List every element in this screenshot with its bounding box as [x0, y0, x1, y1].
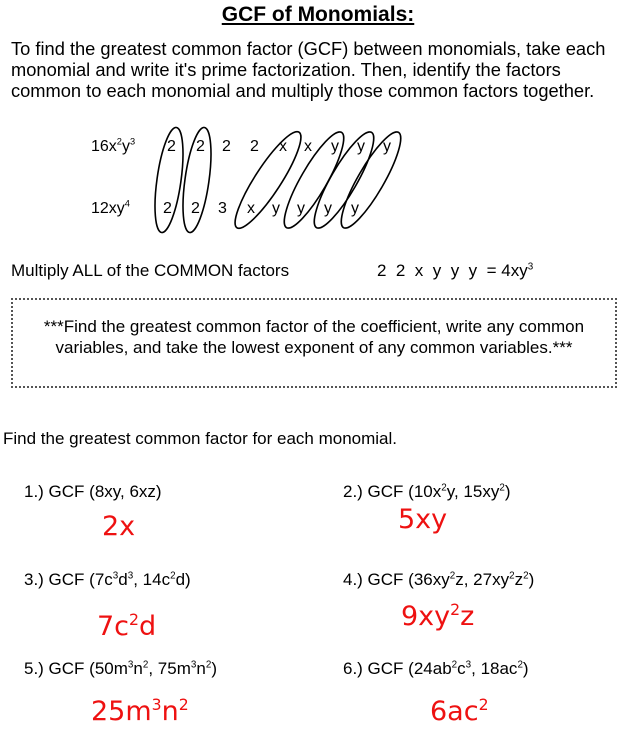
factor-row-2	[0, 200, 636, 222]
factor: 2	[222, 138, 231, 155]
problem-2: 2.) GCF ($10x^2y$, $15xy^2$)	[343, 482, 511, 501]
factor: y	[272, 200, 280, 217]
factor: 2	[191, 200, 200, 217]
factor: x	[304, 138, 312, 155]
answer-2: 5xy	[398, 504, 448, 535]
problem-1: 1.) GCF (8xy, 6xz)	[24, 482, 162, 501]
factor: x	[247, 200, 255, 217]
answer-3: $7c^2d$	[97, 610, 157, 642]
factor: y	[351, 200, 359, 217]
factor: y	[357, 138, 365, 155]
intro-paragraph: To find the greatest common factor (GCF) between monomials, take each monomial and write it's prime factorization. Then, identify the factors common to each monomial and multiply those common factors together.	[11, 38, 606, 101]
factor: 2	[167, 138, 176, 155]
factor-row-1	[0, 138, 636, 160]
rule-note-text: ***Find the greatest common factor of the coefficient, write any common variables, and take the lowest exponent of any common variables.***	[43, 317, 585, 357]
answer-6: $6ac^2$	[430, 695, 489, 727]
factor: y	[324, 200, 332, 217]
problem-4: 4.) GCF ($36xy^2z$, $27xy^2z^2$)	[343, 570, 535, 589]
problem-3: 3.) GCF ($7c^3d^3$, $14c^2d$)	[24, 570, 191, 589]
factor: y	[297, 200, 305, 217]
monomial-1-base: 16x	[91, 138, 117, 155]
multiply-label: Multiply ALL of the COMMON factors	[11, 261, 290, 280]
factor: x	[279, 138, 287, 155]
factor: y	[331, 138, 339, 155]
factor: 2	[250, 138, 259, 155]
multiply-line	[11, 261, 534, 281]
monomial-2-base: 12xy	[91, 200, 125, 217]
monomial-2: $12xy^4$	[91, 198, 130, 217]
problem-5: 5.) GCF ($50m^3n^2$, $75m^3n^2$)	[24, 659, 217, 678]
practice-instructions: Find the greatest common factor for each monomial.	[3, 429, 398, 448]
factor: 2	[196, 138, 205, 155]
answer-4: $9xy^2z$	[401, 600, 475, 632]
factor: 2	[163, 200, 172, 217]
factor: y	[383, 138, 391, 155]
problem-6: 6.) GCF ($24ab^2c^3$, $18ac^2$)	[343, 659, 529, 678]
page-title: GCF of Monomials:	[221, 3, 415, 26]
factor: 3	[218, 200, 227, 217]
rule-note-box	[11, 298, 617, 388]
monomial-1: $16x^2y^3$	[91, 136, 136, 155]
multiply-result: 2 2 x y y $y = 4xy^3$	[377, 261, 534, 280]
answer-5: $25m^3n^2$	[91, 695, 189, 727]
answer-1: 2x	[102, 511, 136, 542]
